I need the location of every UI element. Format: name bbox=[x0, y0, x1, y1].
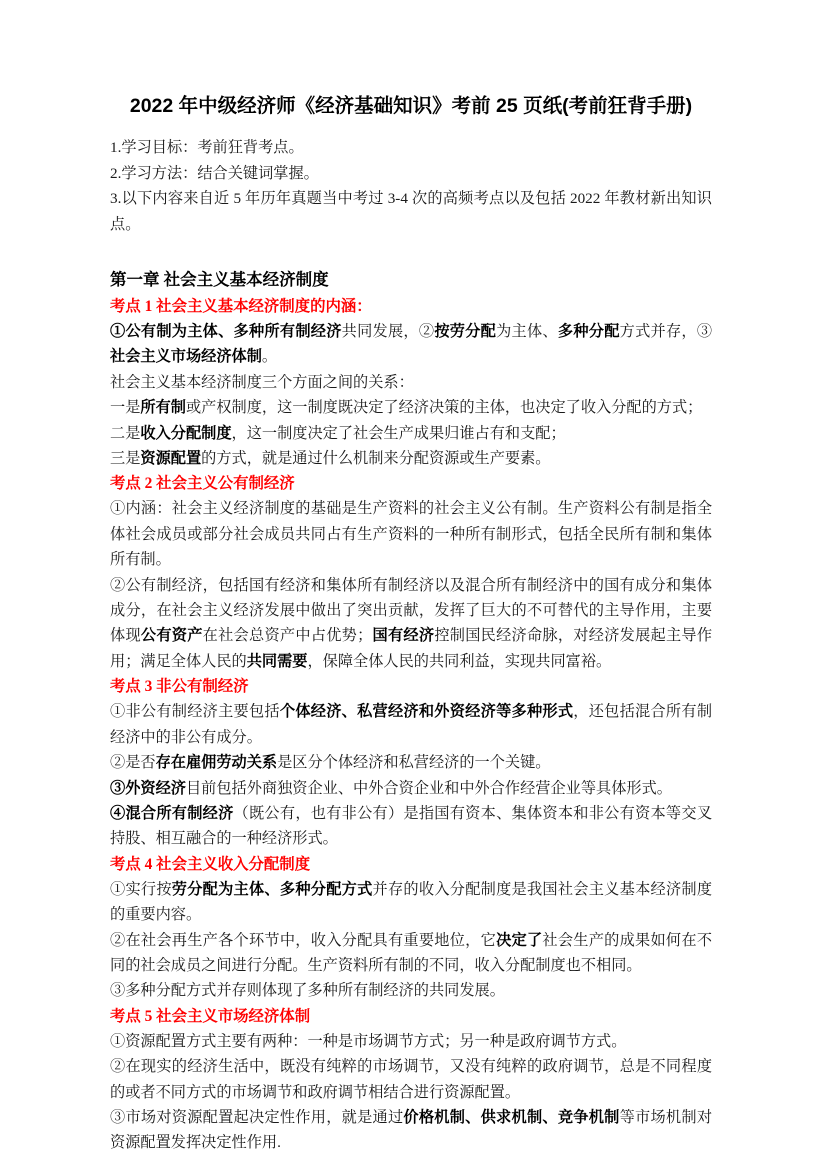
plain-text: 共同发展，② bbox=[341, 323, 435, 340]
intro-line: 3.以下内容来自近 5 年历年真题当中考过 3-4 次的高频考点以及包括 2022 年教材新出知识点。 bbox=[110, 190, 712, 233]
kaodian-heading: 考点 5 社会主义市场经济体制 bbox=[110, 1007, 311, 1025]
kaodian-section bbox=[110, 294, 712, 471]
emphasis-text: 共同需要 bbox=[246, 652, 308, 670]
kaodian-heading: 考点 1 社会主义基本经济制度的内涵： bbox=[110, 298, 372, 315]
emphasis-text: 劳分配为主体、多种分配方式 bbox=[171, 880, 373, 898]
body-paragraph bbox=[110, 928, 712, 979]
plain-text: 社会主义基本经济制度三个方面之间的关系： bbox=[110, 373, 414, 391]
body-paragraph bbox=[110, 1105, 712, 1156]
plain-text: ②在现实的经济生活中，既没有纯粹的市场调节，又没有纯粹的政府调节，总是不同程度的或者不同方式的市场调节和政府调节相结合进行资源配置。 bbox=[110, 1058, 712, 1101]
kaodian-heading: 考点 3 非公有制经济 bbox=[110, 678, 249, 696]
emphasis-text: 按劳分配 bbox=[434, 323, 497, 340]
document-content bbox=[110, 92, 712, 1156]
plain-text: 控制国民经济命脉，对经济发展起主导作用；满足全体人民的 bbox=[110, 627, 713, 670]
emphasis-text: 个体经济、私营经济和外资经济等多种形式 bbox=[279, 703, 574, 721]
plain-text: （既公有，也有非公有）是指国有资本、集体资本和非公有资本等交叉持股、相互融合的一种经济形式。 bbox=[110, 804, 713, 848]
emphasis-text: 公有资产 bbox=[140, 627, 203, 645]
plain-text: 目前包括外商独资企业、中外合资企业和中外合作经营企业等具体形式。 bbox=[185, 779, 672, 797]
plain-text: ②公有制经济，包括国有经济和集体所有制经济以及混合所有制经济中的国有成分和集体成分，在社会主义经济发展中做出了突出贡献，发挥了巨大的不可替代的主导作用，主要体现 bbox=[110, 576, 712, 645]
emphasis-text: 多种分配 bbox=[557, 323, 620, 340]
body-paragraph bbox=[110, 699, 712, 750]
body-paragraph bbox=[110, 446, 712, 471]
plain-text: 一是 bbox=[110, 399, 141, 417]
kaodian-section bbox=[110, 471, 712, 674]
emphasis-text: 国有经济 bbox=[372, 627, 435, 645]
sections-root bbox=[110, 294, 712, 1156]
plain-text: 社会生产的成果如何在不同的社会成员之间进行分配。生产资料所有制的不同，收入分配制度也不相同。 bbox=[110, 931, 713, 974]
emphasis-text: ④混合所有制经济 bbox=[110, 804, 234, 822]
body-paragraph bbox=[110, 877, 712, 928]
kaodian-section bbox=[110, 852, 712, 1004]
plain-text: ①内涵：社会主义经济制度的基础是生产资料的社会主义公有制。生产资料公有制是指全体社会成员或部分社会成员共同占有生产资料的一种所有制形式，包括全民所有制和集体所有制。 bbox=[110, 500, 712, 569]
emphasis-text: 价格机制、供求机制、竞争机制 bbox=[403, 1108, 620, 1126]
body-paragraph bbox=[110, 776, 712, 801]
body-paragraph bbox=[110, 421, 712, 446]
body-paragraph bbox=[110, 1054, 712, 1105]
body-paragraph bbox=[110, 496, 712, 572]
plain-text: ②是否 bbox=[110, 754, 156, 772]
plain-text: 二是 bbox=[110, 424, 141, 442]
plain-text: 或产权制度，这一制度既决定了经济决策的主体，也决定了收入分配的方式； bbox=[185, 399, 703, 417]
document-title: 2022 年中级经济师《经济基础知识》考前 25 页纸(考前狂背手册) bbox=[129, 95, 693, 117]
plain-text: ①资源配置方式主要有两种：一种是市场调节方式；另一种是政府调节方式。 bbox=[110, 1032, 627, 1050]
plain-text: ③市场对资源配置起决定性作用，就是通过 bbox=[110, 1108, 404, 1126]
emphasis-text: 资源配置 bbox=[140, 450, 202, 468]
body-paragraph bbox=[110, 750, 712, 775]
body-paragraph bbox=[110, 978, 712, 1003]
plain-text: ①非公有制经济主要包括 bbox=[110, 703, 280, 721]
plain-text: 方式并存，③ bbox=[619, 323, 713, 340]
body-paragraph bbox=[110, 573, 712, 675]
intro-line: 1.学习目标：考前狂背考点。 bbox=[110, 139, 304, 156]
plain-text: ①实行按 bbox=[110, 880, 172, 898]
plain-text: ，还包括混合所有制经济中的非公有成分。 bbox=[110, 703, 713, 746]
plain-text: 并存的收入分配制度是我国社会主义基本经济制度的重要内容。 bbox=[110, 880, 713, 924]
plain-text: ，这一制度决定了社会生产成果归谁占有和支配； bbox=[231, 424, 566, 442]
plain-text: 等市场机制对资源配置发挥决定性作用. bbox=[110, 1108, 713, 1152]
emphasis-text: ③外资经济 bbox=[110, 779, 186, 797]
chapter-heading: 第一章 社会主义基本经济制度 bbox=[110, 270, 329, 289]
body-paragraph bbox=[110, 801, 712, 852]
plain-text: 的方式，就是通过什么机制来分配资源或生产要素。 bbox=[201, 450, 551, 468]
kaodian-section bbox=[110, 1004, 712, 1156]
emphasis-text: ① bbox=[110, 323, 126, 340]
plain-text: ②在社会再生产各个环节中，收入分配具有重要地位，它 bbox=[110, 931, 497, 949]
intro-block bbox=[110, 135, 712, 237]
kaodian-heading: 考点 2 社会主义公有制经济 bbox=[110, 475, 295, 493]
plain-text: 在社会总资产中占优势； bbox=[202, 627, 373, 645]
emphasis-text: 公有制为主体、多种所有制经济 bbox=[125, 323, 342, 340]
emphasis-text: 收入分配制度 bbox=[140, 424, 232, 442]
body-paragraph bbox=[110, 1029, 712, 1054]
emphasis-text: 社会主义市场经济体制 bbox=[110, 348, 262, 366]
plain-text: ，保障全体人民的共同利益，实现共同富裕。 bbox=[307, 652, 612, 670]
emphasis-text: 决定了 bbox=[496, 931, 543, 949]
emphasis-text: 所有制 bbox=[140, 399, 186, 417]
intro-line: 2.学习方法：结合关键词掌握。 bbox=[110, 164, 319, 182]
body-paragraph bbox=[110, 370, 712, 395]
kaodian-section bbox=[110, 674, 712, 851]
plain-text: 为主体、 bbox=[496, 323, 558, 340]
kaodian-heading: 考点 4 社会主义收入分配制度 bbox=[110, 855, 311, 873]
plain-text: ③多种分配方式并存则体现了多种所有制经济的共同发展。 bbox=[110, 982, 505, 1000]
body-paragraph bbox=[110, 395, 712, 420]
plain-text: 。 bbox=[261, 348, 278, 366]
emphasis-text: 存在雇佣劳动关系 bbox=[155, 754, 278, 772]
body-paragraph bbox=[110, 319, 712, 370]
plain-text: 是区分个体经济和私营经济的一个关键。 bbox=[277, 754, 551, 772]
plain-text: 三是 bbox=[110, 450, 141, 468]
